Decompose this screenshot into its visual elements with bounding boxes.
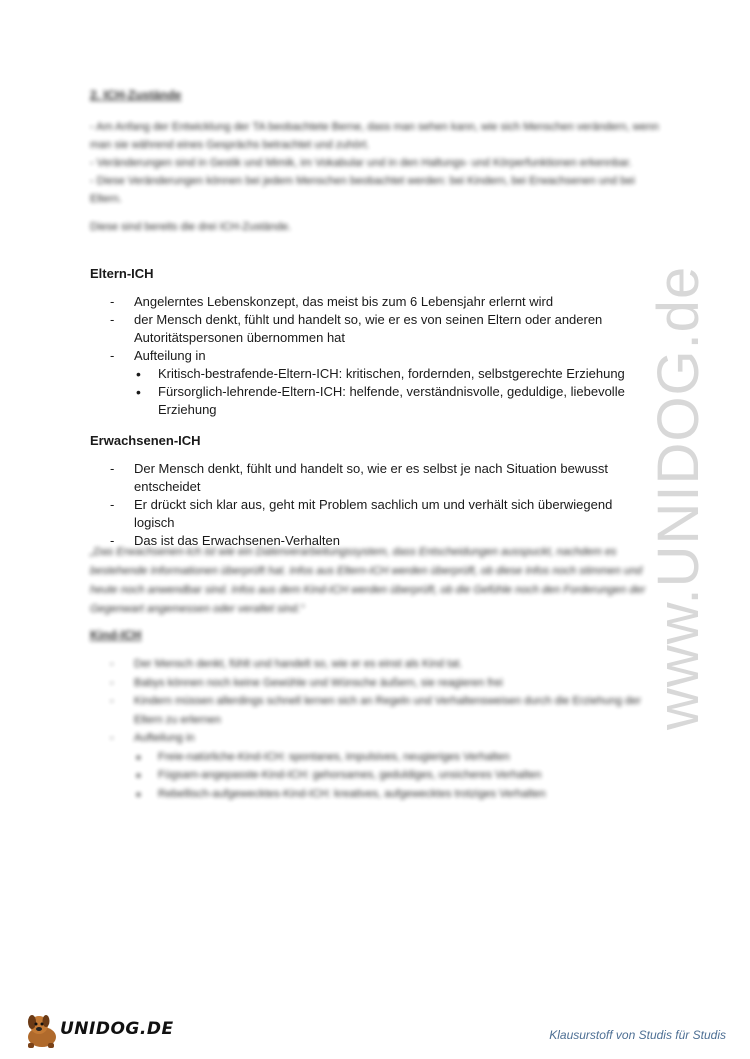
list-item: - der Mensch denkt, fühlt und handelt so, wie er es von seinen Eltern oder anderen Autoritätspersonen übernommen hat	[90, 311, 650, 347]
list-item: - Der Mensch denkt, fühlt und handelt so, wie er es einst als Kind tat.	[90, 655, 650, 674]
list-item	[90, 729, 650, 803]
sublist-item: • Rebellisch-aufgewecktes-Kind-ICH: kreatives, aufgewecktes trotziges Verhalten	[134, 785, 650, 804]
logo-text: UNIDOG.DE	[60, 1019, 174, 1039]
sublist-item: • Freie-natürliche-Kind-ICH: spontanes, impulsives, neugieriges Verhalten	[134, 748, 650, 767]
footer-tagline: Klausurstoff von Studis für Studis	[549, 1028, 726, 1042]
sublist-item: • Fürsorglich-lehrende-Eltern-ICH: helfende, verständnisvolle, geduldige, liebevolle Erziehung	[134, 383, 650, 419]
list-item: - Er drückt sich klar aus, geht mit Problem sachlich um und verhält sich überwiegend logisch	[90, 496, 650, 532]
dog-icon	[22, 1013, 62, 1049]
intro-paragraph: - Diese Veränderungen können bei jedem Menschen beobachtet werden: bei Kindern, bei Erwachsenen und bei Eltern.	[90, 175, 635, 205]
quote-block: „Das Erwachsenen-Ich ist wie ein Datenverarbeitungssystem, dass Entscheidungen ausspuckt, nachdem es bestehende Informationen überprüft hat. Infos aus Eltern-ICH werden überprüft, ob diese Infos noch stimmen und heute noch anwendbar sind. Infos aus dem Kind-ICH werden überprüft, ob die Gefühle noch den Forderungen der Gegenwart angemessen oder veraltet sind.“	[90, 546, 646, 615]
list-item: - Das ist das Erwachsenen-Verhalten	[90, 532, 650, 550]
eltern-ich-sublist	[134, 365, 650, 419]
unidog-logo	[22, 1013, 174, 1049]
eltern-ich-title: Eltern-ICH	[90, 266, 154, 281]
list-item: - Angelerntes Lebenskonzept, das meist bis zum 6 Lebensjahr erlernt wird	[90, 293, 650, 311]
intro-block	[90, 118, 660, 236]
eltern-ich-list	[90, 293, 650, 419]
erwachsenen-ich-title: Erwachsenen-ICH	[90, 433, 201, 448]
kind-ich-list	[90, 655, 650, 803]
list-item: - Der Mensch denkt, fühlt und handelt so, wie er es selbst je nach Situation bewusst entscheidet	[90, 460, 650, 496]
list-item-label: Aufteilung in	[134, 732, 195, 744]
kind-ich-sublist	[134, 748, 650, 804]
kind-ich-title: Kind-ICH	[90, 628, 142, 642]
intro-closing: Diese sind bereits die drei ICH-Zustände.	[90, 221, 292, 233]
sublist-item: • Fügsam-angepasste-Kind-ICH: gehorsames, geduldiges, unsicheres Verhalten	[134, 766, 650, 785]
list-item	[90, 347, 650, 419]
list-item-label: Aufteilung in	[134, 348, 206, 363]
sublist-item: • Kritisch-bestrafende-Eltern-ICH: kritischen, fordernden, selbstgerechte Erziehung	[134, 365, 650, 383]
erwachsenen-ich-list	[90, 460, 650, 550]
intro-heading: 2. ICH-Zustände	[90, 88, 182, 102]
list-item: - Kindern müssen allerdings schnell lernen sich an Regeln und Verhaltensweisen durch die Erziehung der Eltern zu erlernen	[90, 692, 650, 729]
list-item: - Babys können noch keine Gewühle und Wünsche äußern, sie reagieren frei	[90, 674, 650, 693]
intro-paragraph: - Veränderungen sind in Gestik und Mimik, im Vokabular und in den Haltungs- und Körperfunktionen erkennbar.	[90, 157, 632, 169]
watermark: www.UNIDOG.de	[646, 265, 711, 730]
intro-paragraph: - Am Anfang der Entwicklung der TA beobachtete Berne, dass man sehen kann, wie sich Menschen verändern, wenn man sie während eines Gesprächs betrachtet und zuhört.	[90, 121, 659, 151]
